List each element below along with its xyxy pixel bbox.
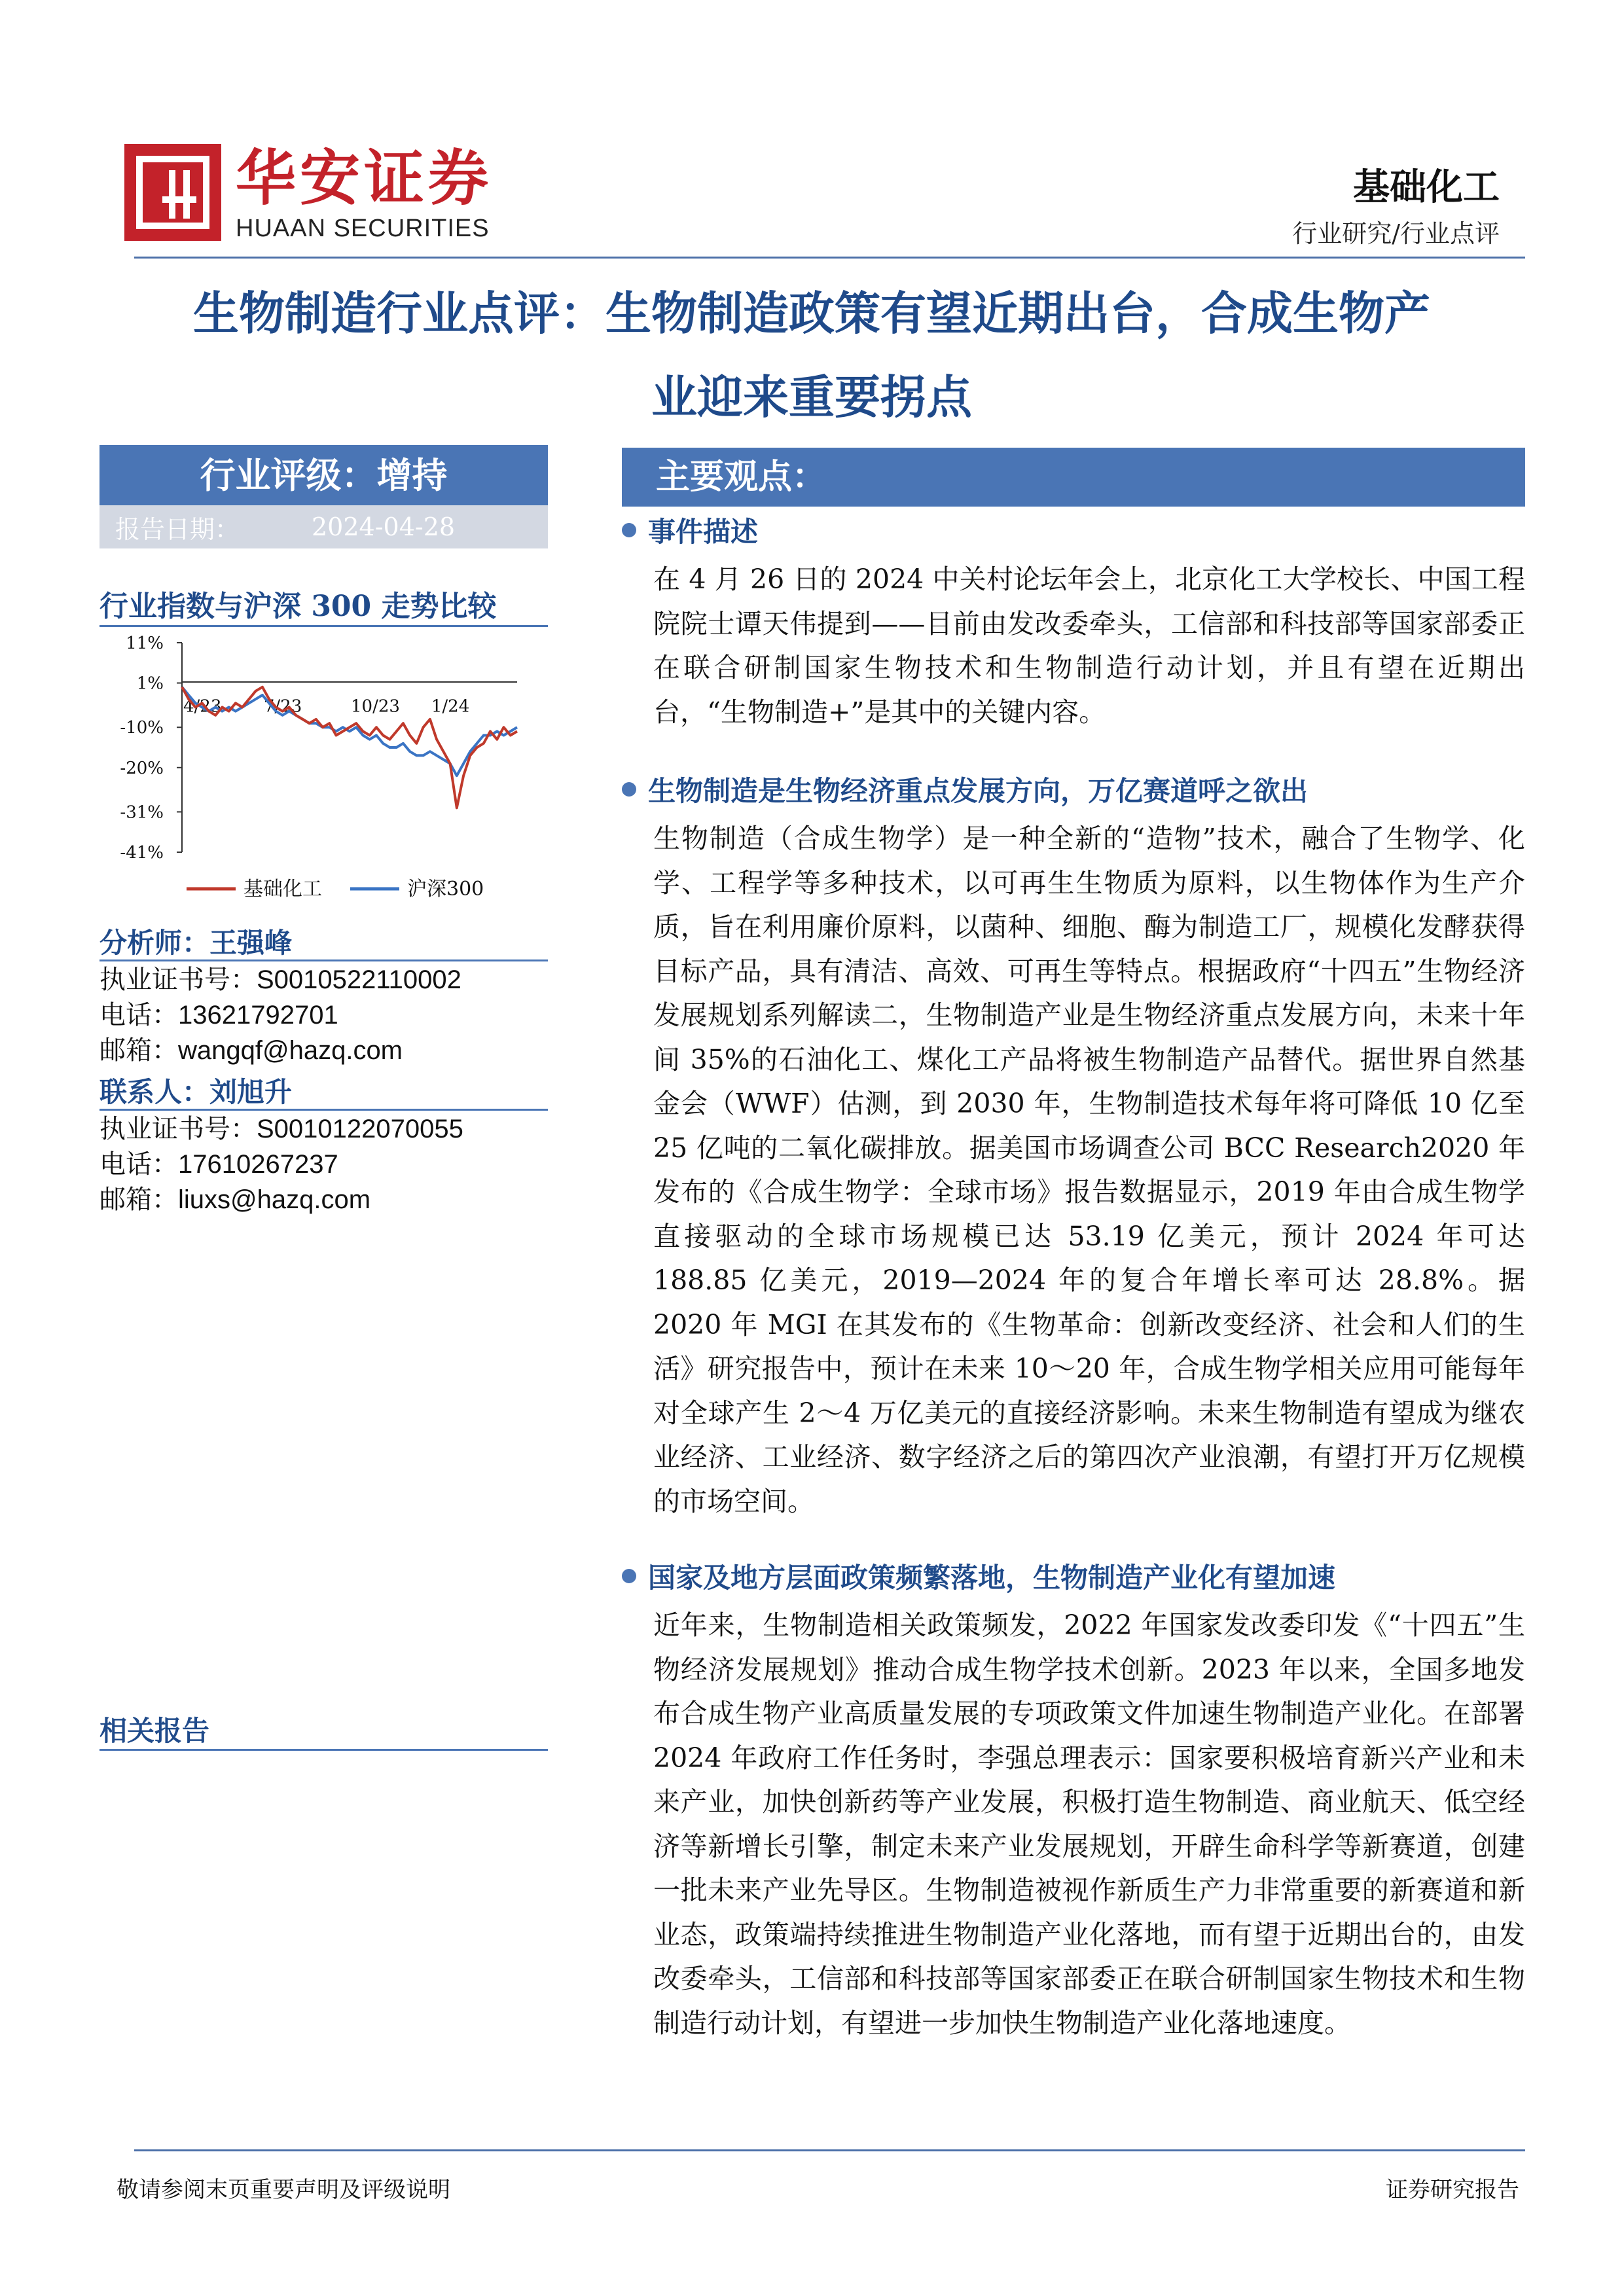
section-title: 事件描述 (648, 516, 759, 548)
analyst-info (99, 962, 461, 1068)
y-tick-label: -10% (120, 718, 164, 738)
x-axis-ticks (183, 697, 469, 717)
chart-title: 行业指数与沪深 300 走势比较 (99, 590, 497, 623)
y-tick-label: -20% (120, 758, 164, 778)
analyst-phone: 电话：13621792701 (99, 1001, 338, 1030)
main-points-heading: 主要观点： (622, 448, 1525, 507)
header-divider (134, 257, 1525, 259)
logo-seal-icon (124, 144, 221, 241)
report-title (98, 272, 1525, 439)
contact-heading: 联系人：刘旭升 (99, 1076, 293, 1108)
industry-rating: 行业评级：增持 (99, 445, 548, 505)
footer-divider (134, 2149, 1525, 2151)
report-date-label: 报告日期： (115, 514, 240, 544)
x-tick-label: 1/24 (431, 696, 470, 717)
logo-chinese-name: 华安证券 (236, 143, 493, 213)
bullet-dot-icon (622, 1569, 636, 1583)
x-tick-label: 4/23 (183, 696, 222, 717)
analyst-email[interactable]: 邮箱：wangqf@hazq.com (99, 1036, 403, 1065)
footer-disclaimer[interactable]: 敬请参阅末页重要声明及评级说明 (117, 2177, 450, 2203)
report-date-bar (99, 505, 548, 548)
analyst-divider (99, 960, 548, 961)
section-title: 国家及地方层面政策频繁落地，生物制造产业化有望加速 (648, 1562, 1336, 1594)
report-type: 行业研究/行业点评 (1292, 219, 1500, 248)
section-body: 在 4 月 26 日的 2024 中关村论坛年会上，北京化工大学校长、中国工程院院士谭天伟提到——目前由发改委牵头，工信部和科技部等国家部委正在联合研制国家生物技术和生物制造行动计划，并且有望在近期出台，“生物制造+”是其中的关键内容。 (653, 564, 1525, 728)
section-title: 生物制造是生物经济重点发展方向，万亿赛道呼之欲出 (648, 775, 1308, 807)
y-tick-label: -31% (120, 802, 164, 823)
section-biomanufacturing (622, 770, 1525, 1524)
contact-phone: 电话：17610267237 (99, 1150, 338, 1179)
legend-label-industry: 基础化工 (244, 878, 322, 901)
chart-legend (187, 878, 484, 901)
chart-title-divider (99, 625, 548, 627)
footer-report-label: 证券研究报告 (1386, 2177, 1519, 2203)
section-body: 生物制造（合成生物学）是一种全新的“造物”技术，融合了生物学、化学、工程学等多种技术，以可再生生物质为原料，以生物体作为生产介质，旨在利用廉价原料，以菌种、细胞、酶为制造工厂，规模化发酵获得目标产品，具有清洁、高效、可再生等特点。根据政府“十四五”生物经济发展规划系列解读二，生物制造产业是生物经济重点发展方向，未来十年间 35%的石油化工、煤化工产品将被生物制造产品替代。据世界自然基金会（WWF）估测，到 2030 年，生物制造技术每年将可降低 10 亿至 25 亿吨的二氧化碳排放。据美国市场调查公司 BCC Research2020 年发布的《合成生物学：全球市场》报告数据显示，2019 年由合成生物学直接驱动的全球市场规模已达 53.19 亿美元，预计 2024 年可达 188.85 亿美元，2019—2024 年的复合年增长率可达 28.8%。据 2020 年 MGI 在其发布的《生物革命：创新改变经济、社会和人们的生活》研究报告中，预计在未来 10～20 年，合成生物学相关应用可能每年对全球产生 2～4 万亿美元的直接经济影响。未来生物制造有望成为继农业经济、工业经济、数字经济之后的第四次产业浪潮，有望打开万亿规模的市场空间。 (653, 823, 1525, 1517)
contact-email[interactable]: 邮箱：liuxs@hazq.com (99, 1185, 371, 1214)
y-axis-ticks (120, 634, 182, 863)
analyst-heading: 分析师：王强峰 (99, 927, 293, 959)
logo-english-name: HUAAN SECURITIES (236, 215, 490, 242)
index-comparison-chart (98, 628, 556, 903)
bullet-dot-icon (622, 782, 636, 797)
y-tick-label: -41% (120, 843, 164, 863)
related-reports-heading: 相关报告 (99, 1715, 210, 1747)
contact-license: 执业证书号：S0010122070055 (99, 1115, 463, 1143)
x-tick-label: 7/23 (263, 696, 302, 717)
contact-info (99, 1111, 463, 1217)
y-tick-label: 1% (136, 673, 164, 694)
analyst-license: 执业证书号：S0010522110002 (99, 965, 461, 994)
report-title-line2: 业迎来重要拐点 (651, 370, 972, 424)
section-event (622, 511, 1525, 734)
contact-divider (99, 1109, 548, 1111)
section-policy (622, 1556, 1525, 2045)
section-body: 近年来，生物制造相关政策频发，2022 年国家发改委印发《“十四五”生物经济发展规划》推动合成生物学技术创新。2023 年以来，全国多地发布合成生物产业高质量发展的专项政策文件加速生物制造产业化。在部署 2024 年政府工作任务时，李强总理表示：国家要积极培育新兴产业和未来产业，加快创新药等产业发展，积极打造生物制造、商业航天、低空经济等新增长引擎，制定未来产业发展规划，开辟生命科学等新赛道，创建一批未来产业先导区。生物制造被视作新质生产力非常重要的新赛道和新业态，政策端持续推进生物制造产业化落地，而有望于近期出台的，由发改委牵头，工信部和科技部等国家部委正在联合研制国家生物技术和生物制造行动计划，有望进一步加快生物制造产业化落地速度。 (653, 1609, 1525, 2039)
related-reports-divider (99, 1749, 548, 1751)
company-logo (124, 144, 492, 243)
x-tick-label: 10/23 (351, 696, 400, 717)
report-title-line1: 生物制造行业点评：生物制造政策有望近期出台，合成生物产 (193, 286, 1430, 340)
sector-name: 基础化工 (1353, 166, 1500, 209)
bullet-dot-icon (622, 523, 636, 537)
report-date-value: 2024-04-28 (312, 512, 456, 541)
y-tick-label: 11% (126, 634, 164, 653)
legend-label-hs300: 沪深300 (407, 878, 484, 901)
